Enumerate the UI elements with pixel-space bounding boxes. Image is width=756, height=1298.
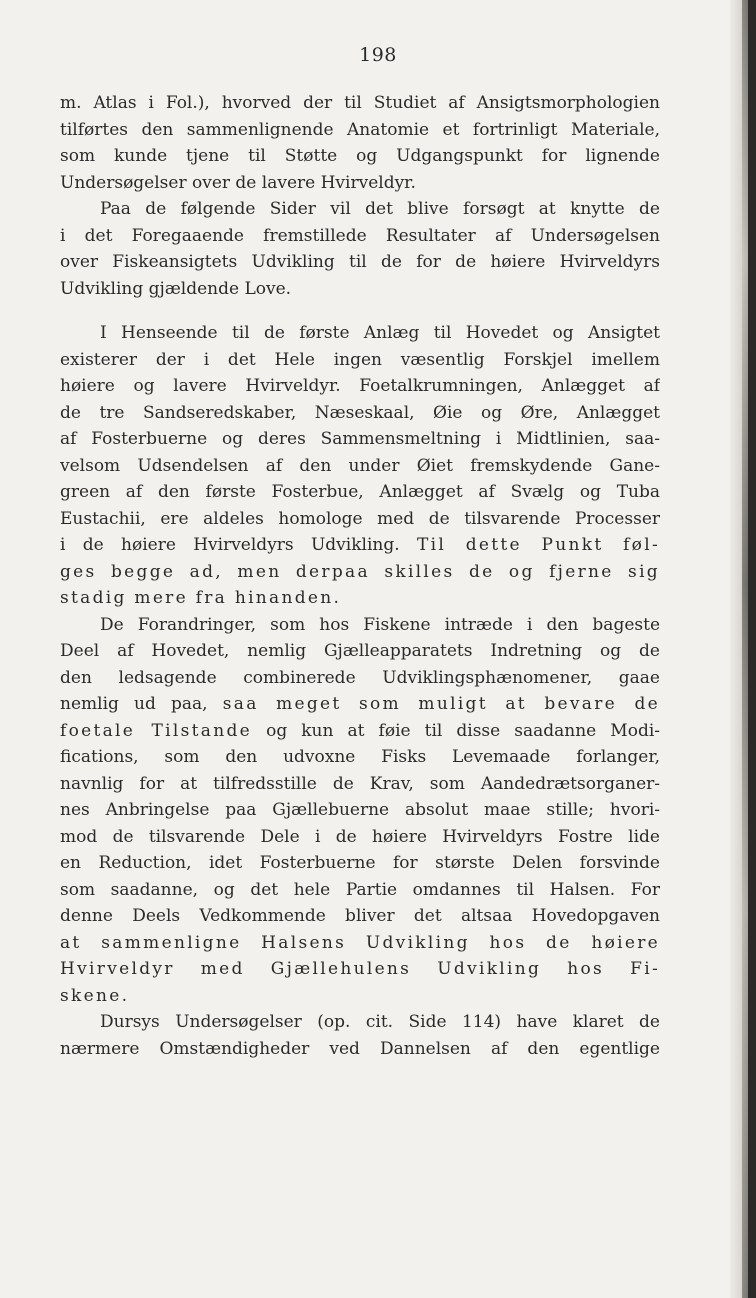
spaced-text: saa meget som muligt at bevare de	[222, 694, 660, 714]
paragraph-gap	[60, 302, 660, 320]
text-line: Udvikling gjældende Love.	[60, 278, 292, 299]
text-line	[60, 532, 660, 559]
text-line	[60, 718, 660, 745]
text-line: mod de tilsvarende Dele i de høiere Hvirveldyrs Fostre lide	[60, 826, 660, 847]
text-line: Eustachii, ere aldeles homologe med de tilsvarende Processer	[60, 508, 660, 529]
spaced-text-line: ges begge ad, men derpaa skilles de og fjerne sig	[60, 561, 660, 582]
text-line: i det Foregaaende fremstillede Resultater af Undersøgelsen	[60, 225, 660, 246]
text-line	[60, 691, 660, 718]
text-line: nes Anbringelse paa Gjællebuerne absolut maae stille; hvori-	[60, 800, 660, 820]
text-line: over Fiskeansigtets Udvikling til de for de høiere Hvirveldyrs	[60, 252, 660, 272]
text-line: De Forandringer, som hos Fiskene intræde i den bageste	[100, 614, 660, 635]
text-line: den ledsagende combinerede Udviklingsphænomener, gaae	[60, 667, 660, 688]
text-line: fications, som den udvoxne Fisks Levemaade forlanger,	[60, 747, 660, 767]
text-line: Paa de følgende Sider vil det blive forsøgt at knytte de	[100, 199, 660, 219]
text-segment: og kun at føie til disse saadanne Modi-	[266, 720, 660, 741]
text-line: denne Deels Vedkommende bliver det altsaa Hovedopgaven	[60, 906, 660, 926]
text-line: Undersøgelser over de lavere Hvirveldyr.	[60, 172, 416, 193]
text-line: af Fosterbuerne og deres Sammensmeltning i Midtlinien, saa-	[60, 429, 660, 449]
text-line: Deel af Hovedet, nemlig Gjælleapparatets Indretning og de	[60, 641, 660, 661]
text-line: existerer der i det Hele ingen væsentlig Forskjel imellem	[60, 349, 660, 370]
text-line: som saadanne, og det hele Partie omdannes til Halsen. For	[60, 879, 660, 900]
spaced-text-line: stadig mere fra hinanden.	[60, 588, 342, 608]
spaced-text-line: Hvirveldyr med Gjællehulens Udvikling hos Fi-	[60, 959, 660, 979]
text-segment: i de høiere Hvirveldyrs Udvikling.	[60, 535, 400, 555]
text-line: I Henseende til de første Anlæg til Hovedet og Ansigtet	[100, 323, 660, 343]
text-line: green af den første Fosterbue, Anlægget af Svælg og Tuba	[60, 482, 660, 502]
page-number: 198	[359, 44, 397, 66]
text-line: Dursys Undersøgelser (op. cit. Side 114) have klaret de	[100, 1012, 660, 1032]
text-line: høiere og lavere Hvirveldyr. Foetalkrumningen, Anlægget af	[60, 376, 660, 396]
text-line: velsom Udsendelsen af den under Øiet fremskydende Gane-	[60, 455, 660, 476]
text-line: som kunde tjene til Støtte og Udgangspunkt for lignende	[60, 146, 660, 166]
spaced-text: foetale Tilstande	[60, 720, 253, 741]
spaced-text-line: skene.	[60, 985, 130, 1006]
text-line: m. Atlas i Fol.), hvorved der til Studiet af Ansigtsmorphologien	[60, 93, 660, 113]
spaced-text-line: at sammenligne Halsens Udvikling hos de høiere	[60, 932, 660, 953]
text-line: tilførtes den sammenlignende Anatomie et fortrinligt Materiale,	[60, 119, 660, 140]
text-line: de tre Sandseredskaber, Næseskaal, Øie og Øre, Anlægget	[60, 402, 660, 423]
text-line: navnlig for at tilfredsstille de Krav, som Aandedrætsorganer-	[60, 773, 660, 794]
text-segment: nemlig ud paa,	[60, 694, 208, 714]
body-text	[60, 90, 660, 1062]
spaced-text: Til dette Punkt føl-	[416, 535, 660, 555]
page-edge-dark	[748, 0, 756, 1298]
text-line: en Reduction, idet Fosterbuerne for største Delen forsvinde	[60, 853, 660, 873]
text-line: nærmere Omstændigheder ved Dannelsen af den egentlige	[60, 1038, 660, 1059]
